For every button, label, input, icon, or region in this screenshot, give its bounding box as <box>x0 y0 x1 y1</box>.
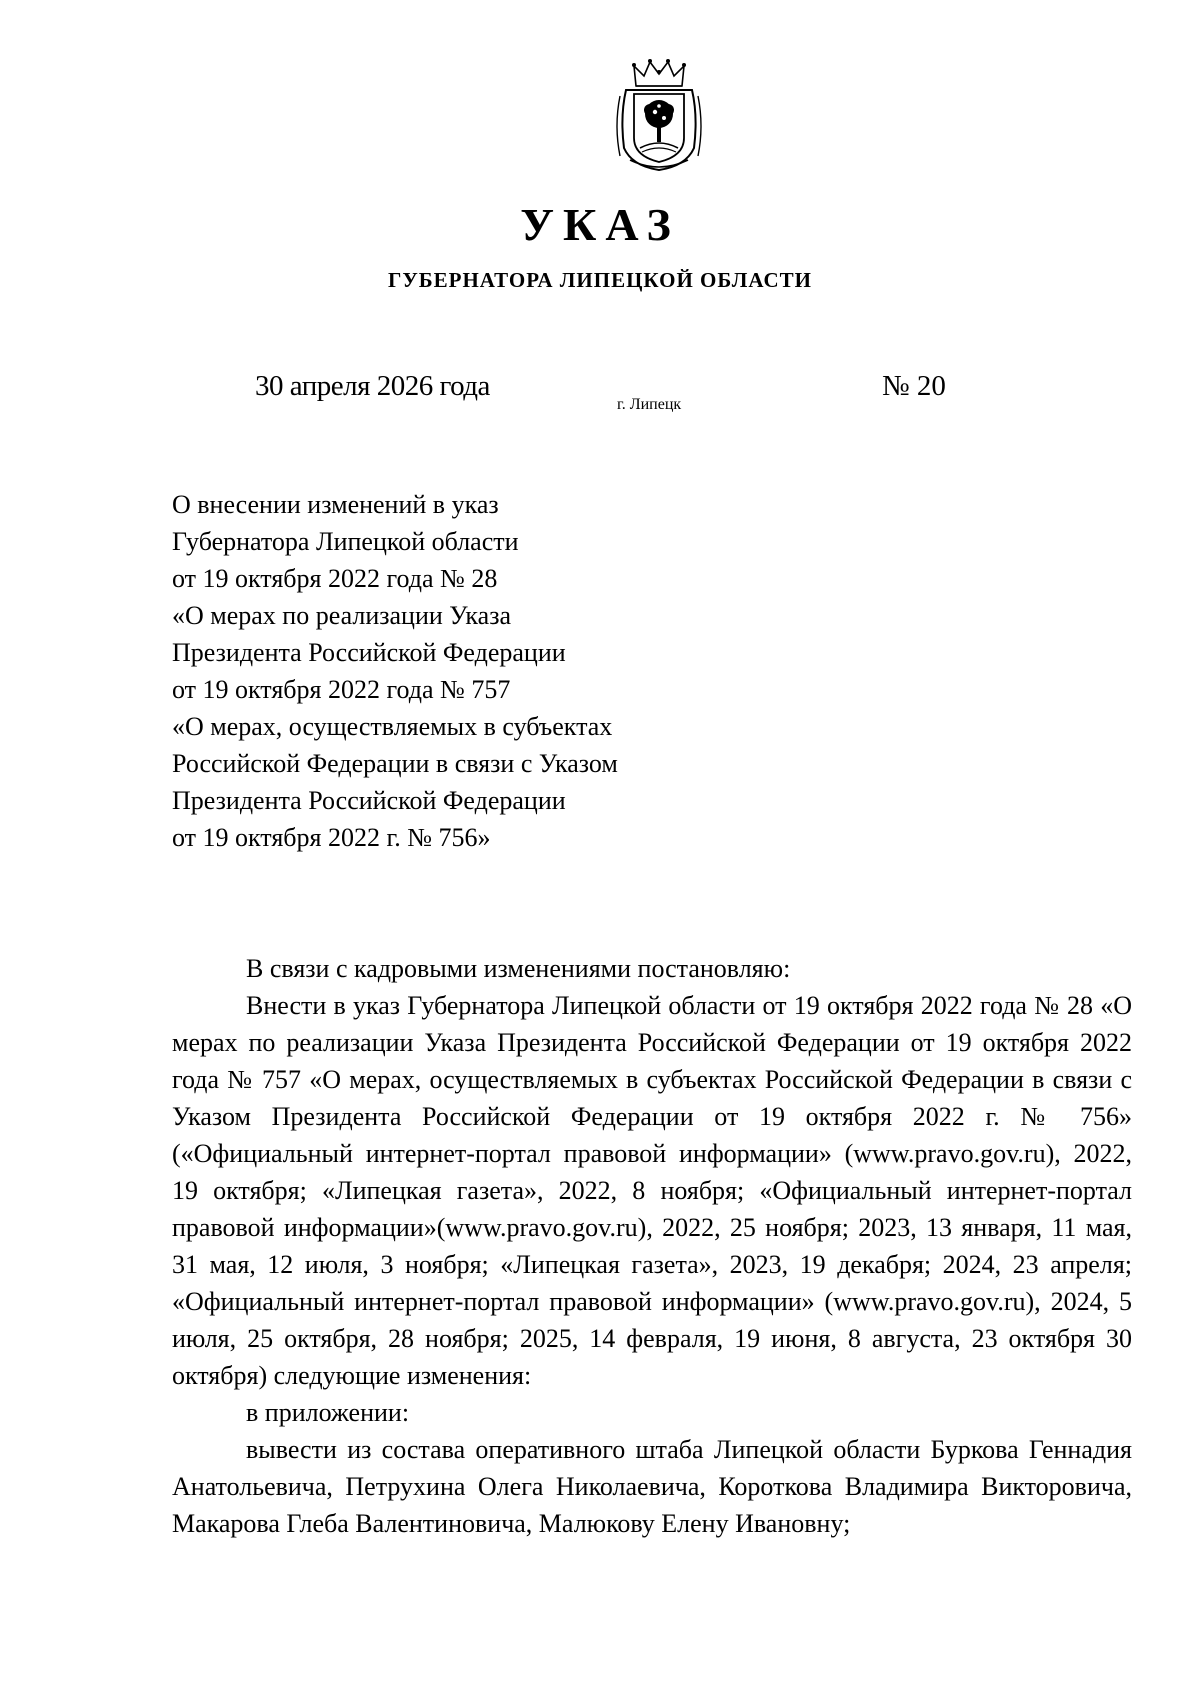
subject-line: «О мерах, осуществляемых в субъектах <box>172 712 613 741</box>
subject-line: Президента Российской Федерации <box>172 786 566 815</box>
subject-line: от 19 октября 2022 года № 28 <box>172 564 498 593</box>
document-subtitle: ГУБЕРНАТОРА ЛИПЕЦКОЙ ОБЛАСТИ <box>387 268 813 292</box>
body-paragraph: в приложении: <box>246 1398 410 1427</box>
body-paragraph: вывести из состава оперативного штаба Липецкой области Буркова Геннадия Анатольевича, Петрухина Олега Николаевича, Короткова Владимира Викторовича, Макарова Глеба Валентиновича, Малюкову Елену Ивановну; <box>172 1435 1132 1538</box>
document-number: № 20 <box>882 370 946 402</box>
document-date: 30 апреля 2026 года <box>255 370 490 402</box>
body-paragraph: Внести в указ Губернатора Липецкой области от 19 октября 2022 года № 28 «О мерах по реализации Указа Президента Российской Федерации от 19 октября 2022 года № 757 «О мерах, осуществляемых в субъектах Российской Федерации в связи с Указом Президента Российской Федерации от 19 октября 2022 г. № 756» («Официальный интернет-портал правовой информации» (www.pravo.gov.ru), 2022, 19 октября; «Липецкая газета», 2022, 8 ноября; «Официальный интернет-портал правовой информации»(www.pravo.gov.ru), 2022, 25 ноября; 2023, 13 января, 11 мая, 31 мая, 12 июля, 3 ноября; «Липецкая газета», 2023, 19 декабря; 2024, 23 апреля; «Официальный интернет-портал правовой информации» (www.pravo.gov.ru), 2024, 5 июля, 25 октября, 28 ноября; 2025, 14 февраля, 19 июня, 8 августа, 23 октября 30 октября) следующие изменения: <box>172 991 1132 1390</box>
body-paragraph: В связи с кадровыми изменениями постановляю: <box>246 954 791 983</box>
document-subject <box>172 486 692 856</box>
subject-line: от 19 октября 2022 года № 757 <box>172 675 511 704</box>
document-place: г. Липецк <box>617 396 682 413</box>
subject-line: Губернатора Липецкой области <box>172 527 519 556</box>
subject-line: Президента Российской Федерации <box>172 638 566 667</box>
coat-of-arms-icon <box>612 56 706 174</box>
subject-line: «О мерах по реализации Указа <box>172 601 512 630</box>
subject-line: Российской Федерации в связи с Указом <box>172 749 618 778</box>
subject-line: от 19 октября 2022 г. № 756» <box>172 823 491 852</box>
document-title: УКАЗ <box>520 199 680 250</box>
subject-line: О внесении изменений в указ <box>172 490 499 519</box>
document-body <box>172 950 1132 1542</box>
